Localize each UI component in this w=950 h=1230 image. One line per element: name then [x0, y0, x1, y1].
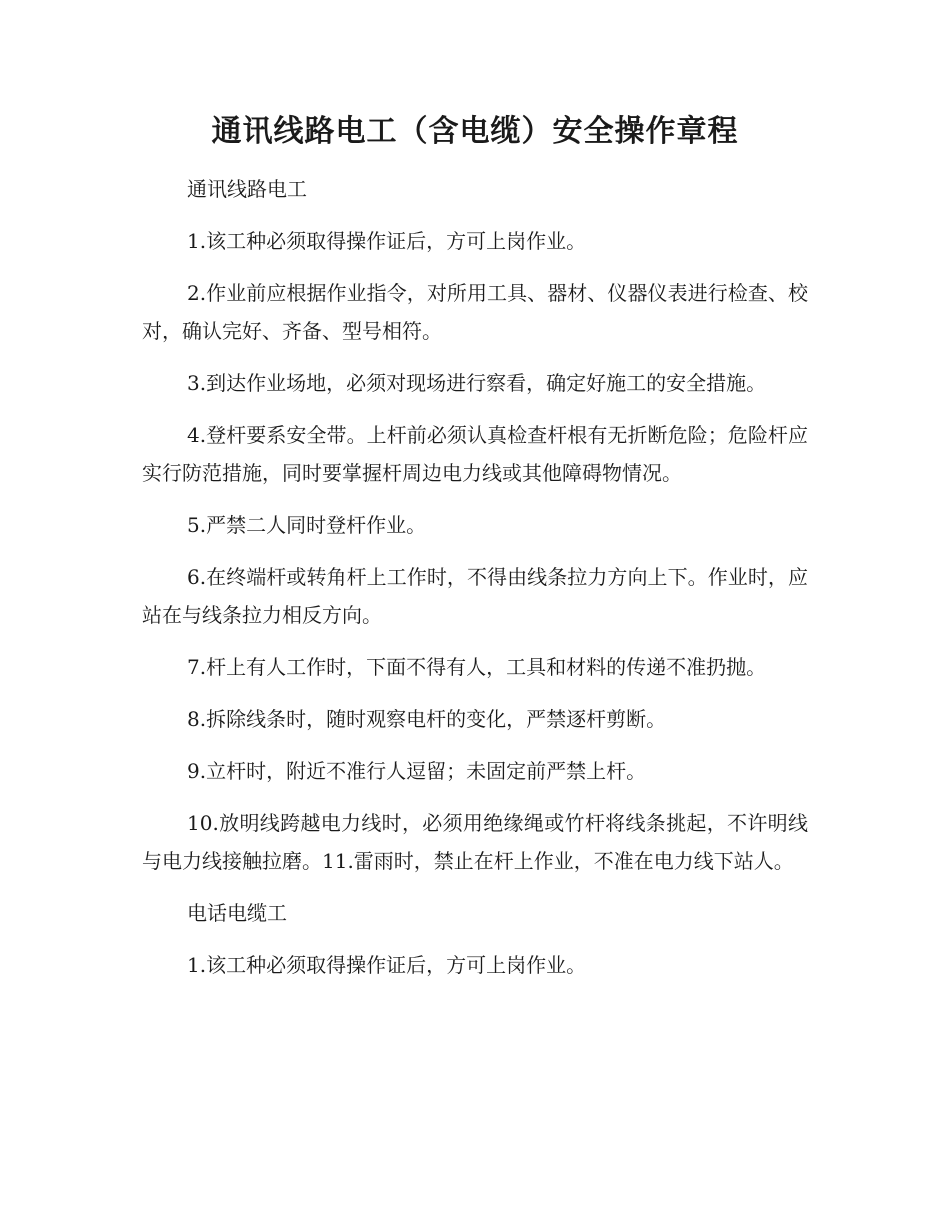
rule-item: 1.该工种必须取得操作证后，方可上岗作业。: [187, 953, 587, 977]
rule-item: 6.在终端杆或转角杆上工作时，不得由线条拉力方向上下。作业时，应站在与线条拉力相反方向。: [142, 565, 808, 627]
rule-item: 1.该工种必须取得操作证后，方可上岗作业。: [187, 229, 587, 253]
section-heading-cable-worker: 电话电缆工: [187, 901, 287, 925]
rule-item: 7.杆上有人工作时，下面不得有人，工具和材料的传递不准扔抛。: [187, 655, 767, 679]
rule-item: 4.登杆要系安全带。上杆前必须认真检查杆根有无折断危险；危险杆应实行防范措施，同时要掌握杆周边电力线或其他障碍物情况。: [142, 423, 808, 485]
rule-item: 5.严禁二人同时登杆作业。: [187, 513, 427, 537]
rule-item: 9.立杆时，附近不准行人逗留；未固定前严禁上杆。: [187, 759, 647, 783]
rule-item: 2.作业前应根据作业指令，对所用工具、器材、仪器仪表进行检查、校对，确认完好、齐备、型号相符。: [142, 281, 808, 343]
document-body: [142, 170, 808, 998]
rule-item: 3.到达作业场地，必须对现场进行察看，确定好施工的安全措施。: [187, 371, 767, 395]
rule-item: 10.放明线跨越电力线时，必须用绝缘绳或竹杆将线条挑起，不许明线与电力线接触拉磨。11.雷雨时，禁止在杆上作业，不准在电力线下站人。: [142, 811, 808, 873]
section-heading-line-electrician: 通讯线路电工: [187, 177, 307, 201]
rule-item: 8.拆除线条时，随时观察电杆的变化，严禁逐杆剪断。: [187, 707, 667, 731]
document-title: 通讯线路电工（含电缆）安全操作章程: [211, 114, 739, 149]
